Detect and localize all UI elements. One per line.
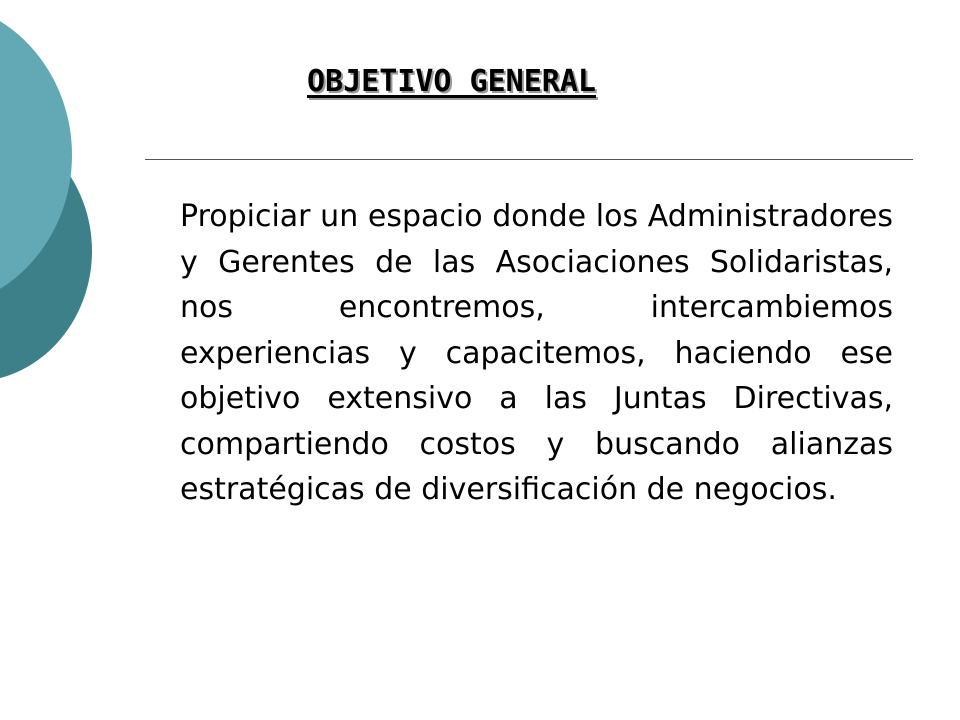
objective-paragraph: Propiciar un espacio donde los Administradores y Gerentes de las Asociaciones Solidaristas, nos encontremos, intercambiemos experiencias y capacitemos, haciendo ese objetivo extensivo a las Juntas Directivas, compartiendo costos y buscando alianzas estratégicas de diversificación de negocios. bbox=[180, 199, 893, 507]
slide-title: OBJETIVO GENERAL bbox=[307, 64, 596, 99]
title-divider bbox=[145, 159, 913, 160]
